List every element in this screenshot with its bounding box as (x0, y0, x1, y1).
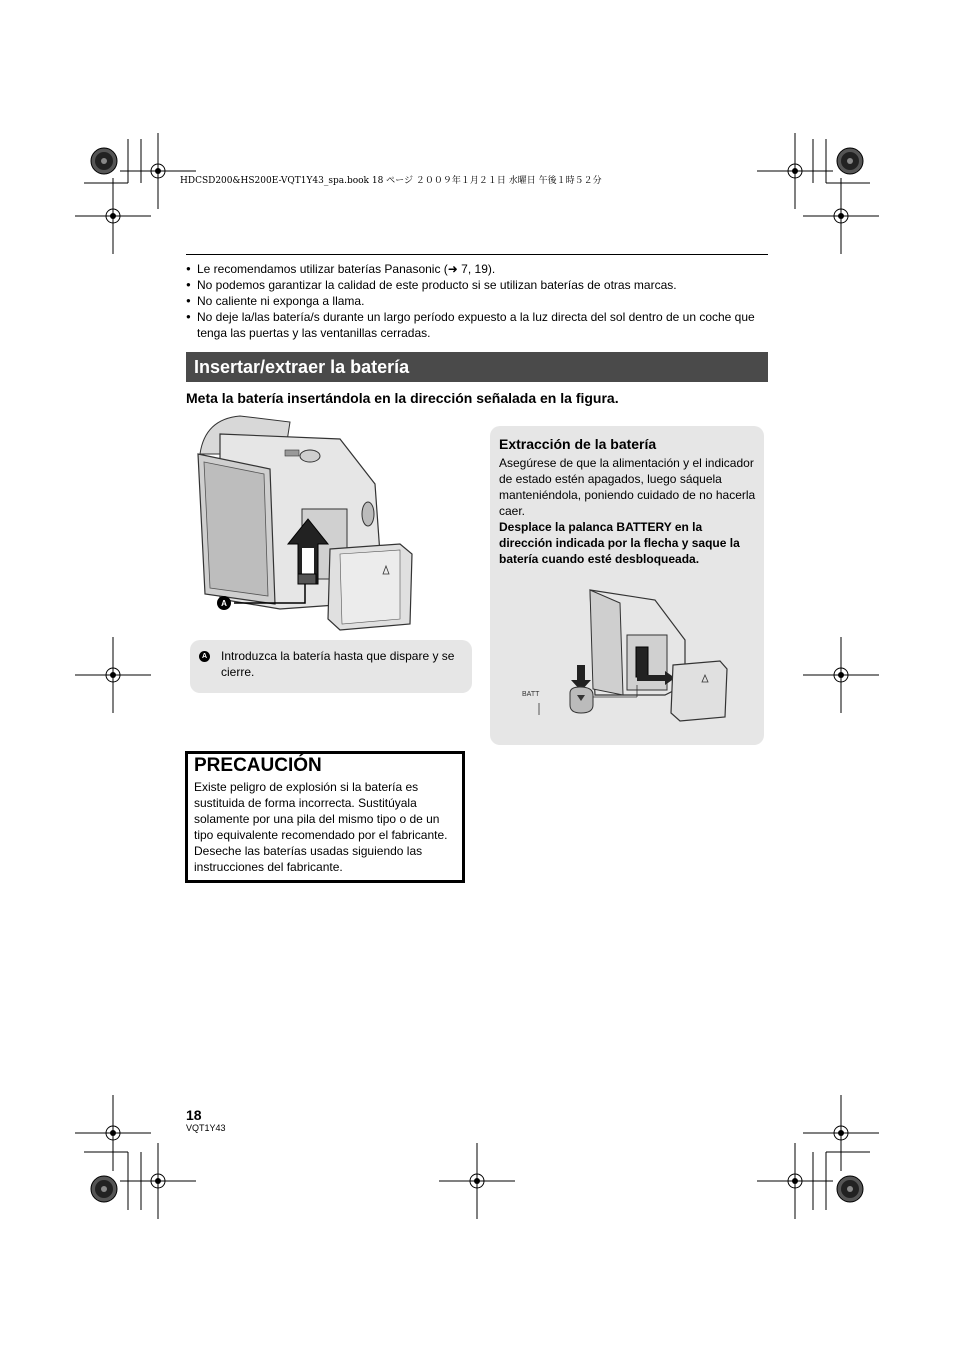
caution-title: PRECAUCIÓN (194, 755, 322, 776)
extraction-body: Asegúrese de que la alimentación y el indicador de estado estén apagados, luego sáquela manteniéndola, poniendo cuidado de no hacerla caer. (499, 456, 756, 518)
battery-insert-illustration (190, 414, 420, 636)
bullet-item: ● No caliente ni exponga a llama. (186, 293, 771, 309)
insert-note-text: Introduzca la batería hasta que dispare y se cierre. (221, 649, 455, 679)
bullet-list (186, 261, 771, 341)
bullet-item: ● No podemos garantizar la calidad de este producto si se utilizan baterías de otras marcas. (186, 277, 771, 293)
model-code: VQT1Y43 (186, 1123, 226, 1133)
extraction-instruction: Desplace la palanca BATTERY en la dirección indicada por la flecha y saque la batería cuando esté desbloqueada. (499, 520, 740, 566)
caution-body: Existe peligro de explosión si la batería es sustituida de forma incorrecta. Sustitúyala solamente por una pila del mismo tipo o de un tipo equivalente recomendado por el fabricante. Deseche las baterías usadas siguiendo las instrucciones del fabricante. (194, 780, 448, 874)
print-header: HDCSD200&HS200E-VQT1Y43_spa.book 18 ページ ２００９年１月２１日 水曜日 午後１時５２分 (180, 176, 602, 186)
bullet-item: ● No deje la/las batería/s durante un largo período expuesto a la luz directa del sol dentro de un coche que tenga las puertas y las ventanillas cerradas. (186, 309, 771, 341)
note-badge: A (199, 651, 210, 662)
section-heading: Insertar/extraer la batería (186, 352, 768, 382)
bullet-item: ● Le recomendamos utilizar baterías Panasonic (➜ 7, 19). (186, 261, 771, 277)
battery-remove-illustration (515, 585, 733, 725)
extraction-title: Extracción de la batería (499, 436, 657, 452)
batt-lever-label: BATT (522, 691, 540, 698)
callout-label: A (221, 599, 227, 608)
page-number: 18 (186, 1107, 202, 1123)
top-rule (186, 254, 768, 255)
instruction-text: Meta la batería insertándola en la dirección señalada en la figura. (186, 390, 619, 406)
